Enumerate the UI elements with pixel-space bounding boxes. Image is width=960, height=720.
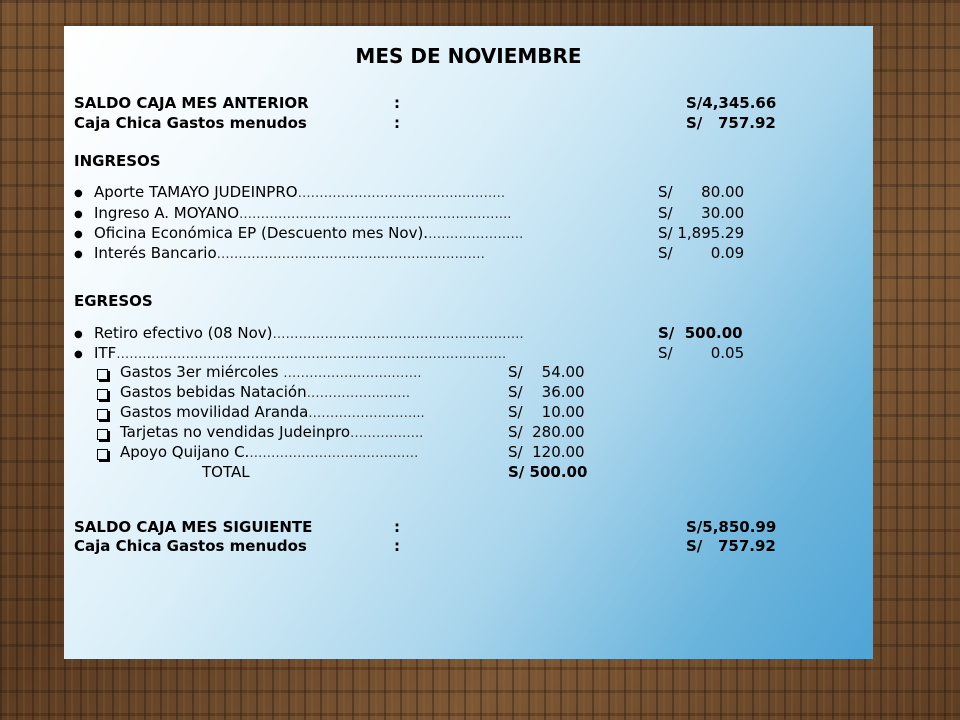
checkbox-bullet-icon	[97, 389, 108, 400]
caja-chica-siguiente-amount: S/ 757.92	[686, 537, 776, 555]
gasto-amount: S/ 120.00	[508, 443, 585, 461]
egreso-amount: S/ 500.00	[658, 324, 743, 342]
bullet-icon: ●	[74, 349, 83, 360]
egreso-amount: S/ 0.05	[658, 344, 745, 362]
ingreso-item: Interés Bancario………………………………..……………………	[94, 244, 485, 262]
saldo-siguiente-amount: S/5,850.99	[686, 518, 777, 536]
caja-chica-anterior-sep: :	[394, 114, 400, 132]
slide-panel	[64, 26, 873, 659]
ingreso-amount: S/ 1,895.29	[658, 224, 745, 242]
gasto-subitem: Gastos 3er miércoles …………………….…….	[120, 363, 422, 381]
checkbox-bullet-icon	[97, 409, 108, 420]
saldo-anterior-amount: S/4,345.66	[686, 94, 777, 112]
ingresos-heading: INGRESOS	[74, 152, 161, 170]
page-title: MES DE NOVIEMBRE	[355, 44, 582, 68]
bullet-icon: ●	[74, 249, 83, 260]
caja-chica-siguiente-label: Caja Chica Gastos menudos	[74, 537, 307, 555]
caja-chica-siguiente-sep: :	[394, 537, 400, 555]
egreso-item: Retiro efectivo (08 Nov)………………………………………………….	[94, 324, 524, 342]
gasto-amount: S/ 10.00	[508, 403, 585, 421]
bullet-icon: ●	[74, 329, 83, 340]
bullet-icon: ●	[74, 188, 83, 199]
saldo-anterior-label: SALDO CAJA MES ANTERIOR	[74, 94, 309, 112]
gasto-subitem: Tarjetas no vendidas Judeinpro……………..	[120, 423, 424, 441]
saldo-anterior-sep: :	[394, 94, 400, 112]
ingreso-amount: S/ 30.00	[658, 204, 745, 222]
bullet-icon: ●	[74, 229, 83, 240]
ingreso-item: Aporte TAMAYO JUDEINPRO………………………………..……….	[94, 183, 505, 201]
gasto-subitem: Gastos bebidas Natación……………..…….	[120, 383, 410, 401]
egresos-heading: EGRESOS	[74, 292, 153, 310]
saldo-siguiente-sep: :	[394, 518, 400, 536]
ingreso-amount: S/ 0.09	[658, 244, 745, 262]
ingreso-amount: S/ 80.00	[658, 183, 745, 201]
checkbox-bullet-icon	[97, 449, 108, 460]
gasto-subitem: Gastos movilidad Aranda……………………...	[120, 403, 425, 421]
ingreso-item: Oficina Económica EP (Descuento mes Nov).………………….	[94, 224, 524, 242]
gasto-amount: S/ 54.00	[508, 363, 585, 381]
checkbox-bullet-icon	[97, 429, 108, 440]
caja-chica-anterior-label: Caja Chica Gastos menudos	[74, 114, 307, 132]
gasto-amount: S/ 280.00	[508, 423, 585, 441]
gasto-subitem: Apoyo Quijano C.…………………………………	[120, 443, 419, 461]
gasto-amount: S/ 36.00	[508, 383, 585, 401]
ingreso-item: Ingreso A. MOYANO……………………………………….……………..	[94, 204, 512, 222]
caja-chica-anterior-amount: S/ 757.92	[686, 114, 776, 132]
checkbox-bullet-icon	[97, 369, 108, 380]
bullet-icon: ●	[74, 209, 83, 220]
total-amount: S/ 500.00	[508, 463, 588, 481]
saldo-siguiente-label: SALDO CAJA MES SIGUIENTE	[74, 518, 313, 536]
egreso-item: ITF………………………………………………………………………………	[94, 344, 507, 362]
total-label: TOTAL	[202, 463, 250, 481]
